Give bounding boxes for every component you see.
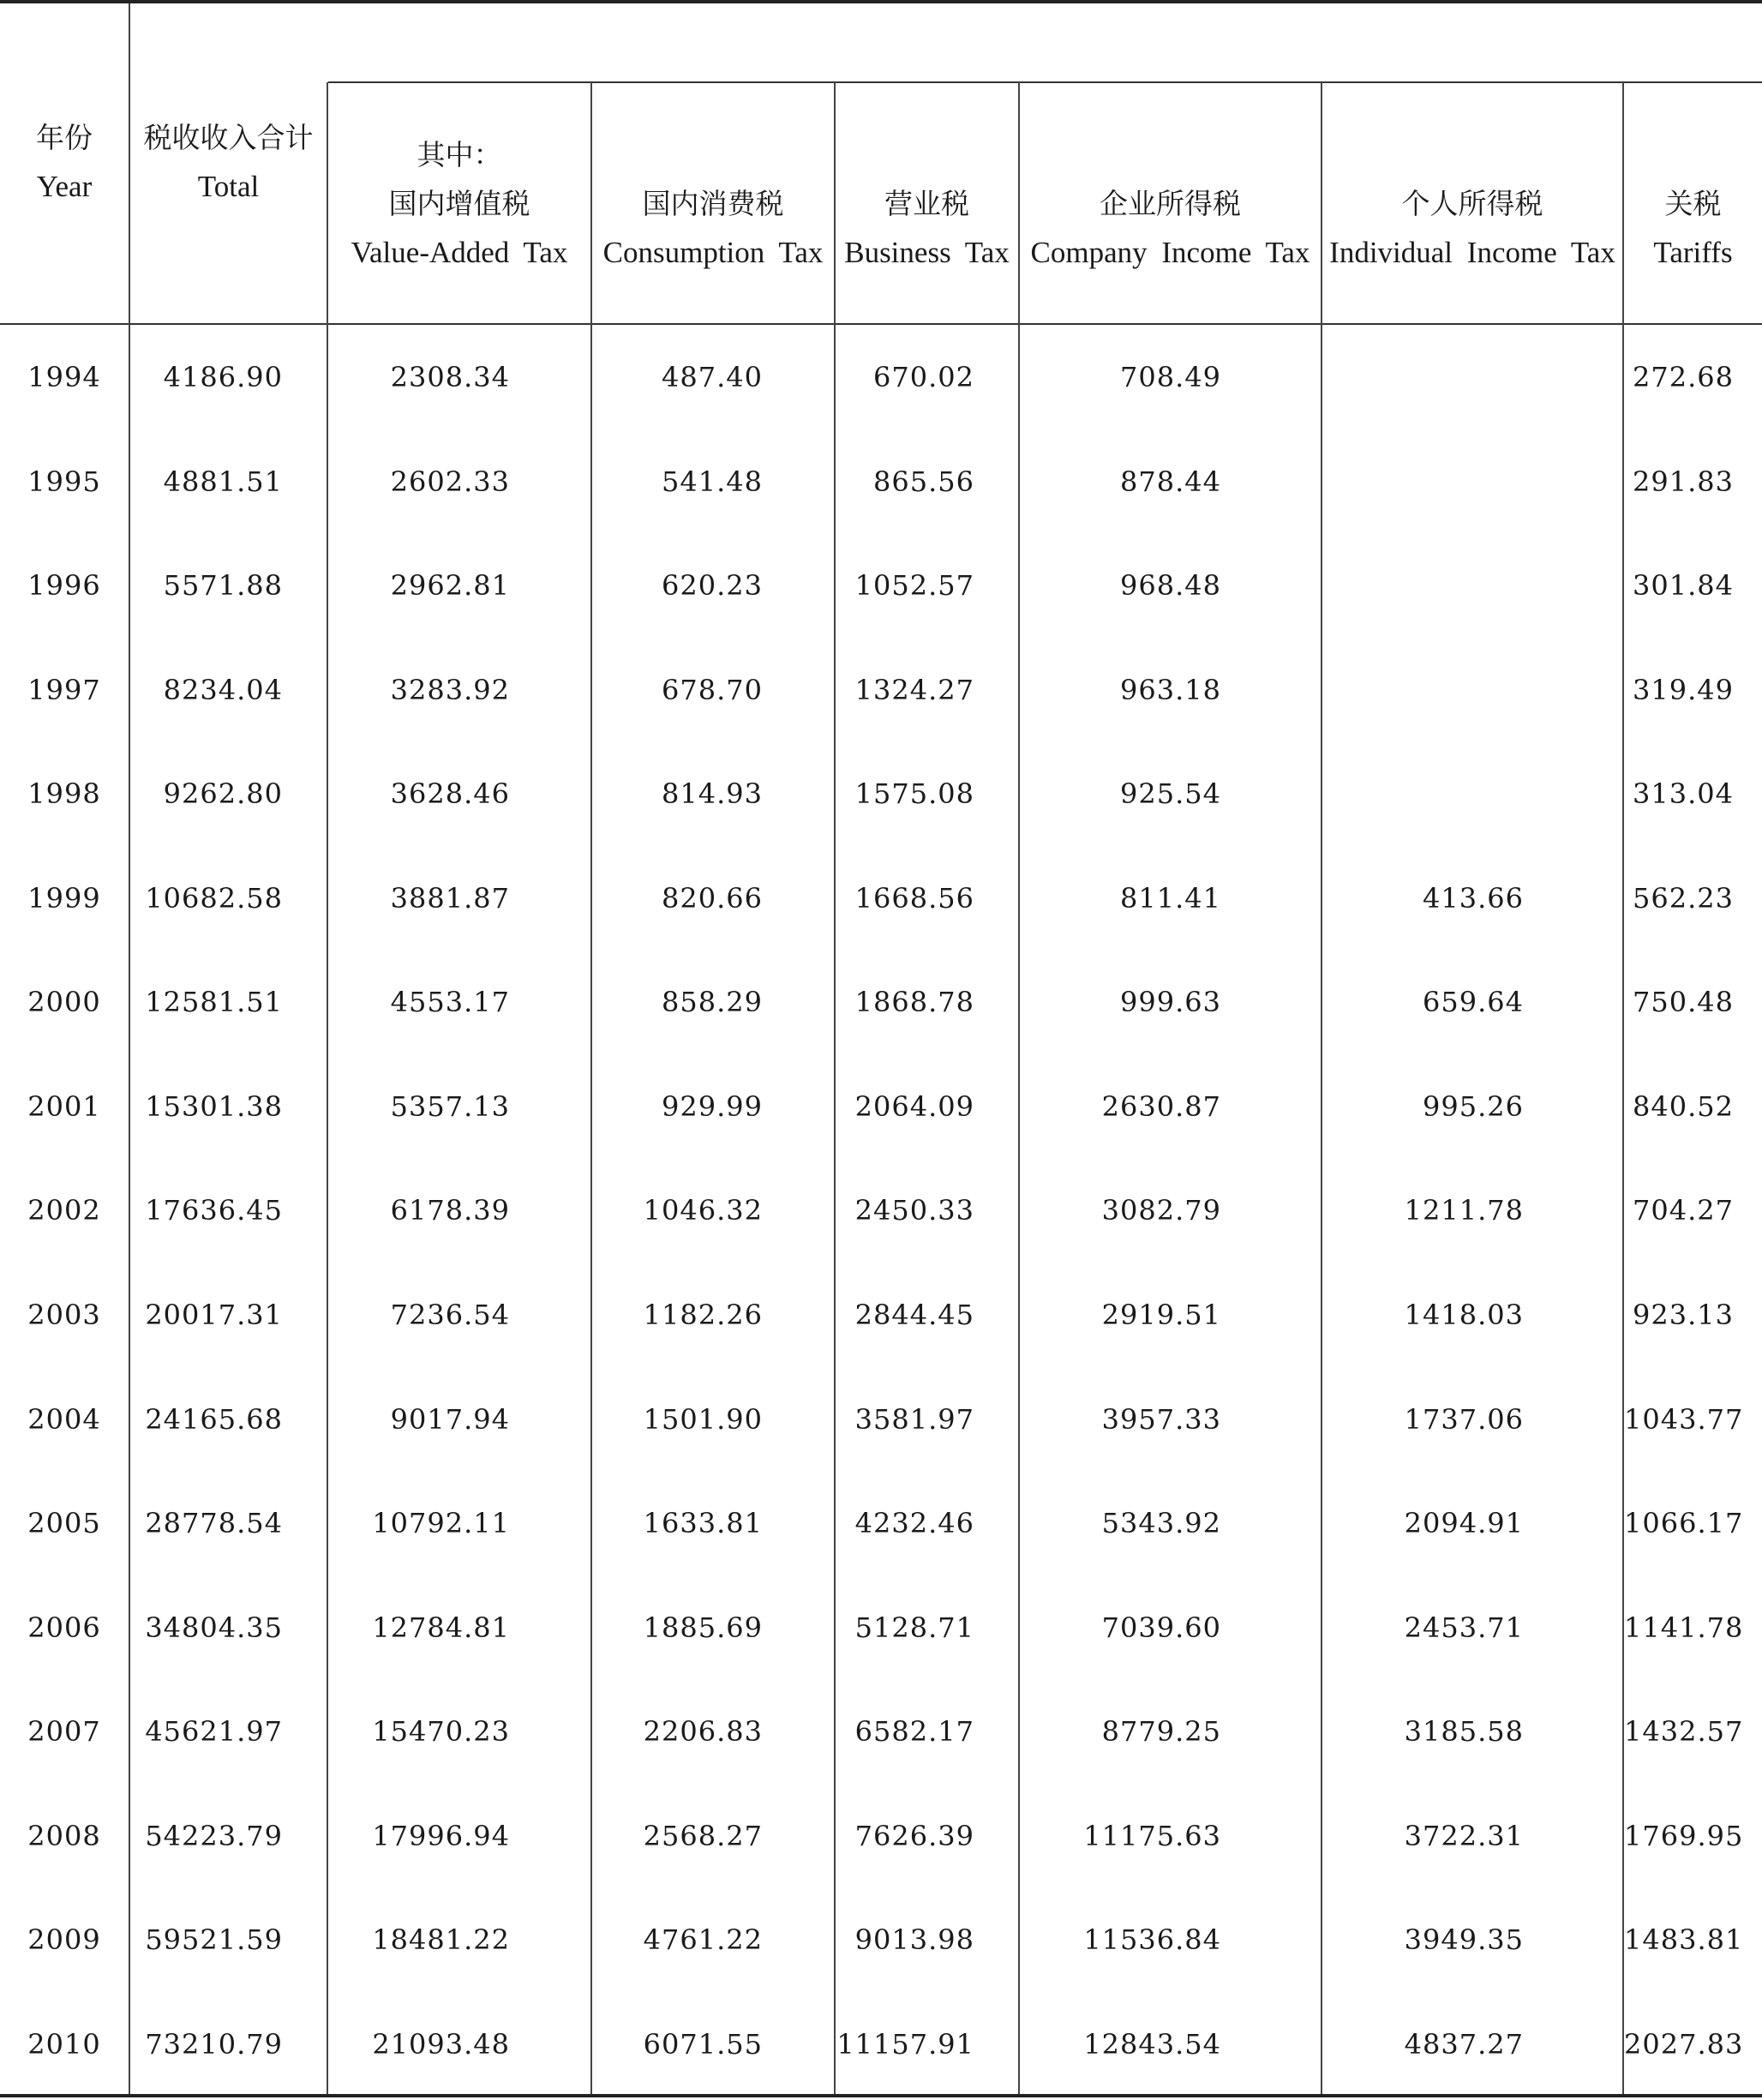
header-company-zh: 企业所得税 <box>1100 187 1241 220</box>
cell-tariffs: 2027.83 <box>1624 2028 1744 2061</box>
cell-vat: 3628.46 <box>390 777 510 810</box>
header-total-en: Total <box>197 170 260 203</box>
cell-vat: 5357.13 <box>390 1090 510 1123</box>
cell-consumption: 814.93 <box>662 777 763 810</box>
cell-tariffs: 562.23 <box>1633 882 1734 915</box>
cell-year: 1997 <box>27 674 101 706</box>
cell-business: 6582.17 <box>854 1715 974 1748</box>
cell-consumption: 541.48 <box>662 465 763 498</box>
cell-tariffs: 750.48 <box>1633 986 1734 1018</box>
cell-consumption: 1046.32 <box>643 1194 763 1227</box>
cell-individual: 659.64 <box>1423 986 1524 1018</box>
cell-consumption: 1885.69 <box>643 1611 763 1644</box>
header-individual <box>1322 179 1622 277</box>
cell-consumption: 4761.22 <box>643 1923 763 1956</box>
table-row <box>0 1394 1762 1445</box>
cell-tariffs: 1483.81 <box>1624 1923 1744 1956</box>
header-individual-zh: 个人所得税 <box>1401 187 1543 220</box>
cell-total: 9262.80 <box>163 777 283 810</box>
cell-tariffs: 319.49 <box>1633 674 1734 706</box>
table-row <box>0 456 1762 507</box>
header-company <box>1020 179 1321 277</box>
header-company-en: Company Income Tax <box>1030 236 1310 269</box>
header-year <box>0 113 129 211</box>
cell-individual: 1211.78 <box>1404 1194 1524 1227</box>
cell-year: 1994 <box>27 361 101 393</box>
cell-business: 1668.56 <box>854 882 974 915</box>
cell-consumption: 820.66 <box>662 882 763 915</box>
cell-company: 999.63 <box>1120 986 1221 1018</box>
cell-vat: 2962.81 <box>390 569 510 602</box>
cell-total: 17636.45 <box>145 1194 283 1227</box>
cell-consumption: 678.70 <box>662 674 763 706</box>
header-tariffs <box>1624 179 1762 277</box>
header-year-en: Year <box>36 170 93 203</box>
cell-individual: 3949.35 <box>1404 1923 1524 1956</box>
header-vat-zh: 国内增值税 <box>388 187 530 220</box>
table-row <box>0 664 1762 716</box>
cell-company: 2630.87 <box>1101 1090 1221 1123</box>
cell-vat: 4553.17 <box>390 986 510 1018</box>
cell-consumption: 2568.27 <box>643 1820 763 1852</box>
cell-business: 11157.91 <box>836 2028 974 2061</box>
cell-individual: 1737.06 <box>1404 1403 1524 1436</box>
cell-year: 2007 <box>27 1715 101 1748</box>
cell-vat: 12784.81 <box>372 1611 510 1644</box>
cell-business: 3581.97 <box>854 1403 974 1436</box>
cell-company: 925.54 <box>1120 777 1221 810</box>
table-row <box>0 2019 1762 2070</box>
header-total-zh: 税收收入合计 <box>143 121 314 154</box>
cell-company: 12843.54 <box>1083 2028 1221 2061</box>
cell-consumption: 929.99 <box>662 1090 763 1123</box>
table-row <box>0 1497 1762 1549</box>
cell-individual: 995.26 <box>1423 1090 1524 1123</box>
cell-business: 5128.71 <box>854 1611 974 1644</box>
cell-total: 12581.51 <box>145 986 283 1018</box>
cell-vat: 9017.94 <box>390 1403 510 1436</box>
cell-tariffs: 1066.17 <box>1624 1507 1744 1539</box>
cell-company: 8779.25 <box>1101 1715 1221 1748</box>
cell-total: 20017.31 <box>145 1299 283 1331</box>
cell-company: 7039.60 <box>1101 1611 1221 1644</box>
cell-business: 2450.33 <box>854 1194 974 1227</box>
table-row <box>0 768 1762 819</box>
cell-year: 2000 <box>27 986 101 1018</box>
cell-vat: 3881.87 <box>390 882 510 915</box>
header-consumption-en: Consumption Tax <box>602 236 824 269</box>
cell-consumption: 858.29 <box>662 986 763 1018</box>
cell-tariffs: 272.68 <box>1633 361 1734 393</box>
cell-company: 968.48 <box>1120 569 1221 602</box>
cell-vat: 15470.23 <box>372 1715 510 1748</box>
header-tariffs-en: Tariffs <box>1653 236 1733 269</box>
cell-year: 1999 <box>27 882 101 915</box>
cell-company: 5343.92 <box>1101 1507 1221 1539</box>
cell-individual: 2453.71 <box>1404 1611 1524 1644</box>
col-divider-year <box>129 3 130 2095</box>
table-row <box>0 976 1762 1028</box>
cell-tariffs: 301.84 <box>1633 569 1734 602</box>
table-bottom-rule <box>0 2094 1762 2097</box>
cell-company: 11536.84 <box>1083 1923 1221 1956</box>
cell-vat: 6178.39 <box>390 1194 510 1227</box>
cell-tariffs: 313.04 <box>1633 777 1734 810</box>
cell-business: 670.02 <box>873 361 974 393</box>
cell-total: 73210.79 <box>145 2028 283 2061</box>
cell-year: 1998 <box>27 777 101 810</box>
cell-individual: 3722.31 <box>1404 1820 1524 1852</box>
cell-tariffs: 1769.95 <box>1624 1820 1744 1852</box>
cell-business: 2064.09 <box>854 1090 974 1123</box>
cell-tariffs: 923.13 <box>1633 1299 1734 1331</box>
cell-total: 10682.58 <box>145 882 283 915</box>
cell-vat: 10792.11 <box>372 1507 510 1539</box>
cell-tariffs: 840.52 <box>1633 1090 1734 1123</box>
cell-company: 2919.51 <box>1101 1299 1221 1331</box>
cell-individual: 1418.03 <box>1404 1299 1524 1331</box>
table-row <box>0 1706 1762 1757</box>
cell-consumption: 1633.81 <box>643 1507 763 1539</box>
cell-individual: 3185.58 <box>1404 1715 1524 1748</box>
cell-total: 28778.54 <box>145 1507 283 1539</box>
cell-business: 7626.39 <box>854 1820 974 1852</box>
cell-year: 2005 <box>27 1507 101 1539</box>
cell-company: 3957.33 <box>1101 1403 1221 1436</box>
header-year-zh: 年份 <box>36 121 93 154</box>
table-row <box>0 873 1762 924</box>
header-business <box>836 179 1018 277</box>
table-row <box>0 1914 1762 1965</box>
cell-business: 1575.08 <box>854 777 974 810</box>
cell-company: 11175.63 <box>1083 1820 1221 1852</box>
cell-total: 5571.88 <box>163 569 283 602</box>
header-business-en: Business Tax <box>844 236 1010 269</box>
header-consumption-zh: 国内消费税 <box>642 187 784 220</box>
cell-total: 4186.90 <box>163 361 283 393</box>
table-top-rule <box>0 0 1762 3</box>
cell-business: 2844.45 <box>854 1299 974 1331</box>
cell-total: 24165.68 <box>145 1403 283 1436</box>
cell-business: 1868.78 <box>854 986 974 1018</box>
cell-company: 963.18 <box>1120 674 1221 706</box>
cell-vat: 2602.33 <box>390 465 510 498</box>
cell-vat: 18481.22 <box>372 1923 510 1956</box>
header-total <box>130 113 327 211</box>
cell-business: 865.56 <box>873 465 974 498</box>
cell-total: 15301.38 <box>145 1090 283 1123</box>
cell-year: 2010 <box>27 2028 101 2061</box>
table-row <box>0 351 1762 403</box>
cell-consumption: 1501.90 <box>643 1403 763 1436</box>
cell-individual: 4837.27 <box>1404 2028 1524 2061</box>
header-tariffs-zh: 关税 <box>1664 187 1722 220</box>
header-vat <box>328 130 590 277</box>
cell-consumption: 2206.83 <box>643 1715 763 1748</box>
table-row <box>0 1810 1762 1862</box>
header-bottom-rule <box>0 323 1762 325</box>
cell-year: 1996 <box>27 569 101 602</box>
cell-vat: 21093.48 <box>372 2028 510 2061</box>
cell-individual: 2094.91 <box>1404 1507 1524 1539</box>
cell-tariffs: 704.27 <box>1633 1194 1734 1227</box>
cell-tariffs: 1141.78 <box>1624 1611 1744 1644</box>
cell-tariffs: 1043.77 <box>1624 1403 1744 1436</box>
header-individual-en: Individual Income Tax <box>1329 236 1615 269</box>
header-consumption <box>592 179 834 277</box>
cell-business: 4232.46 <box>854 1507 974 1539</box>
cell-total: 34804.35 <box>145 1611 283 1644</box>
table-row <box>0 560 1762 611</box>
cell-tariffs: 1432.57 <box>1624 1715 1744 1748</box>
header-business-zh: 营业税 <box>884 187 969 220</box>
cell-consumption: 6071.55 <box>643 2028 763 2061</box>
cell-individual: 413.66 <box>1423 882 1524 915</box>
cell-year: 2003 <box>27 1299 101 1331</box>
subheader-rule <box>328 81 1762 83</box>
cell-consumption: 487.40 <box>662 361 763 393</box>
cell-company: 708.49 <box>1120 361 1221 393</box>
cell-total: 54223.79 <box>145 1820 283 1852</box>
cell-company: 878.44 <box>1120 465 1221 498</box>
cell-year: 2009 <box>27 1923 101 1956</box>
cell-total: 4881.51 <box>163 465 283 498</box>
cell-year: 2002 <box>27 1194 101 1227</box>
cell-tariffs: 291.83 <box>1633 465 1734 498</box>
table-row <box>0 1289 1762 1341</box>
cell-total: 59521.59 <box>145 1923 283 1956</box>
table-row <box>0 1081 1762 1132</box>
cell-vat: 7236.54 <box>390 1299 510 1331</box>
cell-consumption: 620.23 <box>662 569 763 602</box>
cell-business: 1324.27 <box>854 674 974 706</box>
cell-year: 2006 <box>27 1611 101 1644</box>
cell-company: 811.41 <box>1120 882 1221 915</box>
cell-year: 2008 <box>27 1820 101 1852</box>
cell-year: 2004 <box>27 1403 101 1436</box>
cell-total: 8234.04 <box>163 674 283 706</box>
cell-vat: 2308.34 <box>390 361 510 393</box>
cell-year: 2001 <box>27 1090 101 1123</box>
table-row <box>0 1602 1762 1653</box>
cell-year: 1995 <box>27 465 101 498</box>
cell-vat: 17996.94 <box>372 1820 510 1852</box>
cell-vat: 3283.92 <box>390 674 510 706</box>
header-vat-en: Value-Added Tax <box>351 236 568 269</box>
cell-business: 1052.57 <box>854 569 974 602</box>
cell-business: 9013.98 <box>854 1923 974 1956</box>
cell-company: 3082.79 <box>1101 1194 1221 1227</box>
cell-total: 45621.97 <box>145 1715 283 1748</box>
table-row <box>0 1185 1762 1236</box>
header-of-which: 其中： <box>417 138 502 171</box>
cell-consumption: 1182.26 <box>643 1299 763 1331</box>
